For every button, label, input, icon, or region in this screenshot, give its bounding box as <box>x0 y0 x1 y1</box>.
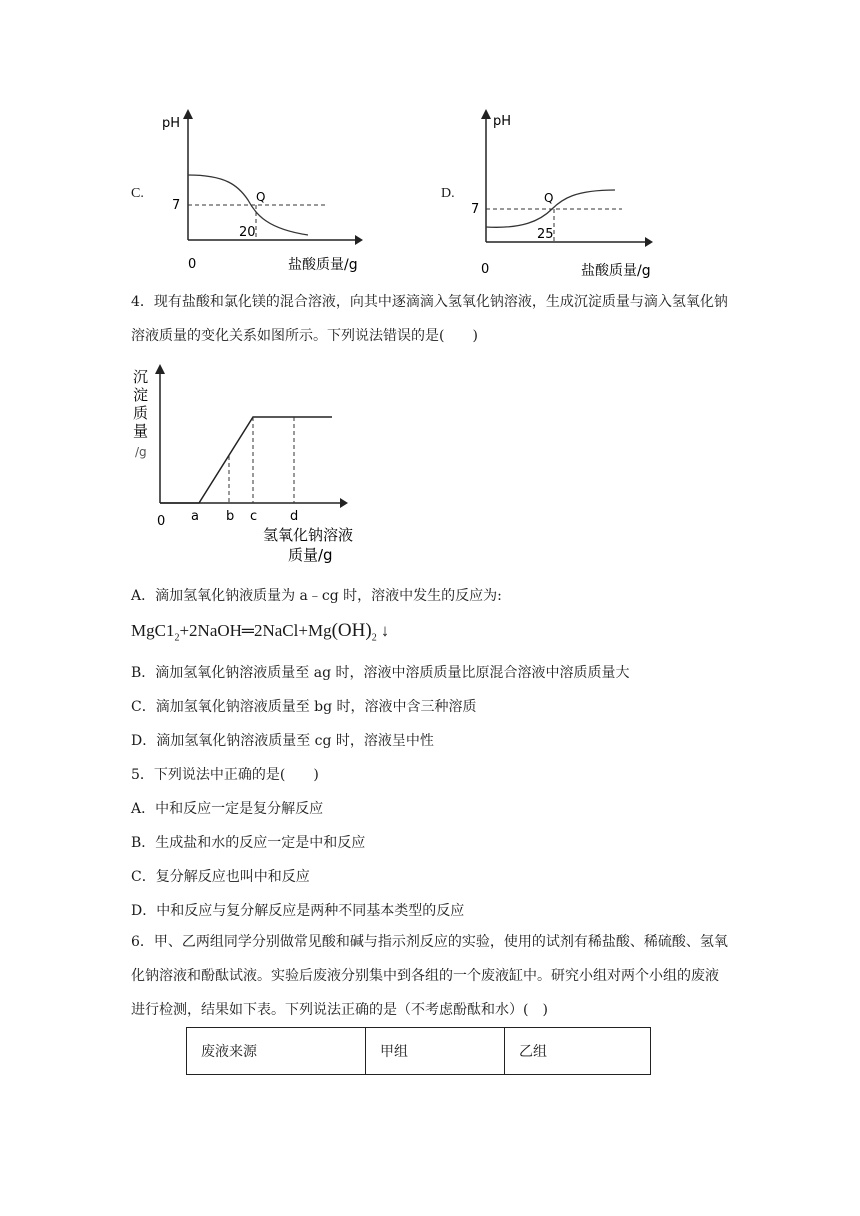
ph-graph-option-c <box>150 105 380 280</box>
d-point-q: Q <box>544 191 554 205</box>
x-label-line1: 氢氧化钠溶液 <box>263 526 354 544</box>
table-header-source: 废液来源 <box>187 1028 366 1075</box>
q4-option-b: B．滴加氢氧化钠溶液质量至 ag 时，溶液中溶质质量比原混合溶液中溶质质量大 <box>131 665 630 681</box>
table-header-group-yi: 乙组 <box>505 1028 651 1075</box>
c-x-mark: 20 <box>239 225 256 240</box>
d-x-axis-label: 盐酸质量/g <box>581 263 651 279</box>
q6-stem: 6．甲、乙两组同学分别做常见酸和碱与指示剂反应的实验，使用的试剂有稀盐酸、稀硫酸、氢氧化钠溶液和酚酞试液。实验后废液分别集中到各组的一个废液缸中。研究小组对两个小组的废液进行检测，结果如下表。下列说法正确的是（不考虑酚酞和水）( ) <box>131 934 728 1018</box>
d-y-axis-label: pH <box>493 114 512 129</box>
y-label-char-3: 质 <box>133 404 149 422</box>
table-row <box>187 1028 651 1075</box>
reaction-formula <box>131 620 389 643</box>
d-x-mark: 25 <box>537 227 554 242</box>
q5-option-a: A．中和反应一定是复分解反应 <box>131 801 324 817</box>
q5-option-b: B．生成盐和水的反应一定是中和反应 <box>131 835 366 851</box>
y-label-char-2: 淀 <box>133 386 149 404</box>
c-x-axis-label: 盐酸质量/g <box>288 257 358 273</box>
x-label-line2: 质量/g <box>288 546 333 564</box>
q4-stem: 4．现有盐酸和氯化镁的混合溶液，向其中逐滴滴入氢氧化钠溶液，生成沉淀质量与滴入氢氧化钠溶液质量的变化关系如图所示。下列说法错误的是( ) <box>131 294 728 344</box>
option-c-label: C. <box>131 186 144 201</box>
precipitate-arrow: ↓ <box>380 621 390 640</box>
formula-part-1: MgC1 <box>131 621 175 640</box>
q4-option-c: C．滴加氢氧化钠溶液质量至 bg 时，溶液中含三种溶质 <box>131 699 477 715</box>
formula-sub-2: 2 <box>371 632 377 644</box>
table-header-group-jia: 甲组 <box>366 1028 505 1075</box>
ph-graph-option-d <box>460 105 690 283</box>
d-ph-7: 7 <box>471 202 480 217</box>
x-tick-d: d <box>290 509 299 524</box>
q4-option-a: A．滴加氢氧化钠液质量为 a﹣cg 时，溶液中发生的反应为: <box>131 588 502 604</box>
q5-stem: 5．下列说法中正确的是( ) <box>131 767 319 783</box>
waste-table <box>186 1027 651 1075</box>
formula-part-2: +2NaOH═2NaCl+Mg <box>179 621 332 640</box>
c-ph-7: 7 <box>172 198 181 213</box>
q5-option-d: D．中和反应与复分解反应是两种不同基本类型的反应 <box>131 903 465 919</box>
c-origin: 0 <box>188 257 197 272</box>
y-label-unit: /g <box>135 445 147 459</box>
formula-sub-1: 2 <box>174 632 180 644</box>
option-d-label: D. <box>441 186 455 201</box>
q4-option-d: D．滴加氢氧化钠溶液质量至 cg 时，溶液呈中性 <box>131 733 434 749</box>
precipitate-graph <box>125 360 375 570</box>
x-tick-c: c <box>250 509 258 524</box>
x-tick-b: b <box>226 509 235 524</box>
y-label-char-4: 量 <box>133 422 149 440</box>
c-point-q: Q <box>256 190 266 204</box>
origin-label: 0 <box>157 514 166 529</box>
precipitate-line <box>160 417 332 503</box>
y-label-char-1: 沉 <box>133 368 149 386</box>
q5-option-c: C．复分解反应也叫中和反应 <box>131 869 310 885</box>
x-tick-a: a <box>191 509 199 524</box>
formula-part-3: (OH) <box>331 620 372 641</box>
c-y-axis-label: pH <box>162 116 181 131</box>
d-origin: 0 <box>481 262 490 277</box>
